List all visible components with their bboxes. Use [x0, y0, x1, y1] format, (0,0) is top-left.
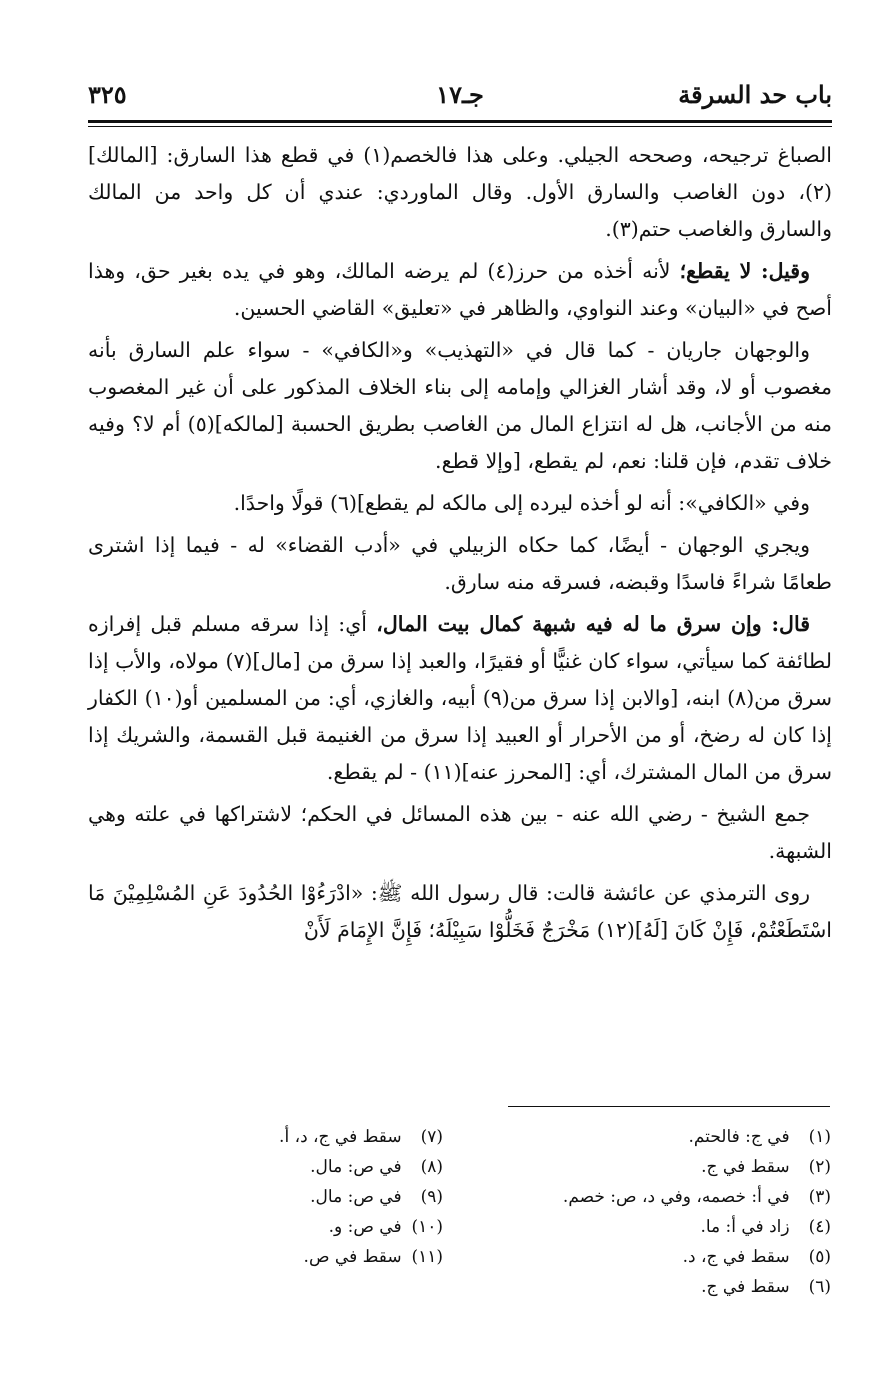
paragraph: وقيل: لا يقطع؛ لأنه أخذه من حرز(٤) لم يرضه المالك، وهو في يده بغير حق، وهذا أصح في «البيان» وعند النواوي، والظاهر في «تعليق» القاضي الحسين.	[88, 259, 832, 320]
footnote: (٦) سقط في ج.	[701, 1277, 831, 1297]
footnote: (١٠) في ص: و.	[328, 1217, 443, 1237]
footnote: (٩) في ص: مال.	[310, 1187, 443, 1207]
paragraph: والوجهان جاريان - كما قال في «التهذيب» و«الكافي» - سواء علم السارق بأنه مغصوب أو لا، وقد أشار الغزالي وإمامه إلى بناء الخلاف المذكور على أن غير المغصوب منه من الأجانب، هل له انتزاع المال من الغاصب بطريق الحسبة [لمالكه](٥) أم لا؟ وفيه خلاف تقدم، فإن قلنا: نعم، لم يقطع، [وإلا قطع.	[88, 338, 832, 473]
footnote: (٤) زاد في أ: ما.	[700, 1217, 831, 1237]
paragraph: جمع الشيخ - رضي الله عنه - بين هذه المسائل في الحكم؛ لاشتراكها في علته وهي الشبهة.	[88, 802, 832, 863]
footnote: (٧) سقط في ج، د، أ.	[279, 1127, 443, 1147]
paragraph: قال: وإن سرق ما له فيه شبهة كمال بيت المال، أي: إذا سرقه مسلم قبل إفرازه لطائفة كما سيأتي، سواء كان غنيًّا أو فقيرًا، والعبد إذا سرق من [مال](٧) مولاه، والأب إذا سرق من(٨) ابنه، [والابن إذا سرق من(٩) أبيه، والغازي، أي: من المسلمين أو(١٠) الكفار إذا كان له رضخ، أو من الأحرار أو العبيد إذا سرق من الغنيمة قبل القسمة، والشريك إذا سرق من المال المشترك، أي: [المحرز عنه](١١) - لم يقطع.	[88, 612, 832, 784]
bold-lead: قال: وإن سرق ما له فيه شبهة كمال بيت المال،	[376, 612, 810, 636]
main-text	[88, 137, 832, 954]
paragraph: ويجري الوجهان - أيضًا، كما حكاه الزبيلي في «أدب القضاء» له - فيما إذا اشترى طعامًا شراءً فاسدًا وقبضه، فسرقه منه سارق.	[88, 533, 832, 594]
footnotes-right-column	[471, 1122, 831, 1302]
paragraph: وفي «الكافي»: أنه لو أخذه ليرده إلى مالكه لم يقطع](٦) قولًا واحدًا.	[233, 491, 810, 515]
page-number: ٣٢٥	[88, 80, 127, 109]
footnote: (١١) سقط في ص.	[303, 1247, 443, 1267]
volume-number: جـ١٧	[436, 80, 484, 109]
header-rule-thin	[88, 126, 832, 127]
footnote: (١) في ج: فالحتم.	[688, 1127, 831, 1147]
paragraph: روى الترمذي عن عائشة قالت: قال رسول الله ﷺ: «ادْرَءُوْا الحُدُودَ عَنِ المُسْلِمِيْنَ مَا اسْتَطَعْتُمْ، فَإِنْ كَانَ [لَهُ](١٢) مَخْرَجٌ فَخَلُّوْا سَبِيْلَهُ؛ فَإِنَّ الإِمَامَ لَأَنْ	[88, 881, 832, 942]
header-rule-thick	[88, 120, 832, 123]
footnote: (٢) سقط في ج.	[701, 1157, 831, 1177]
bold-lead: وقيل: لا يقطع؛	[679, 259, 810, 283]
paragraph: الصباغ ترجيحه، وصححه الجيلي. وعلى هذا فالخصم(١) في قطع هذا السارق: [المالك](٢)، دون الغاصب والسارق الأول. وقال الماوردي: عندي أن كل واحد من المالك والسارق والغاصب حتم(٣).	[88, 143, 832, 241]
running-header	[88, 76, 832, 116]
footnote-separator	[508, 1106, 830, 1107]
footnote: (٣) في أ: خصمه، وفي د، ص: خصم.	[562, 1187, 831, 1207]
footnote: (٥) سقط في ج، د.	[682, 1247, 831, 1267]
footnote: (٨) في ص: مال.	[310, 1157, 443, 1177]
chapter-title: باب حد السرقة	[678, 80, 832, 109]
footnotes-left-column	[183, 1122, 443, 1272]
